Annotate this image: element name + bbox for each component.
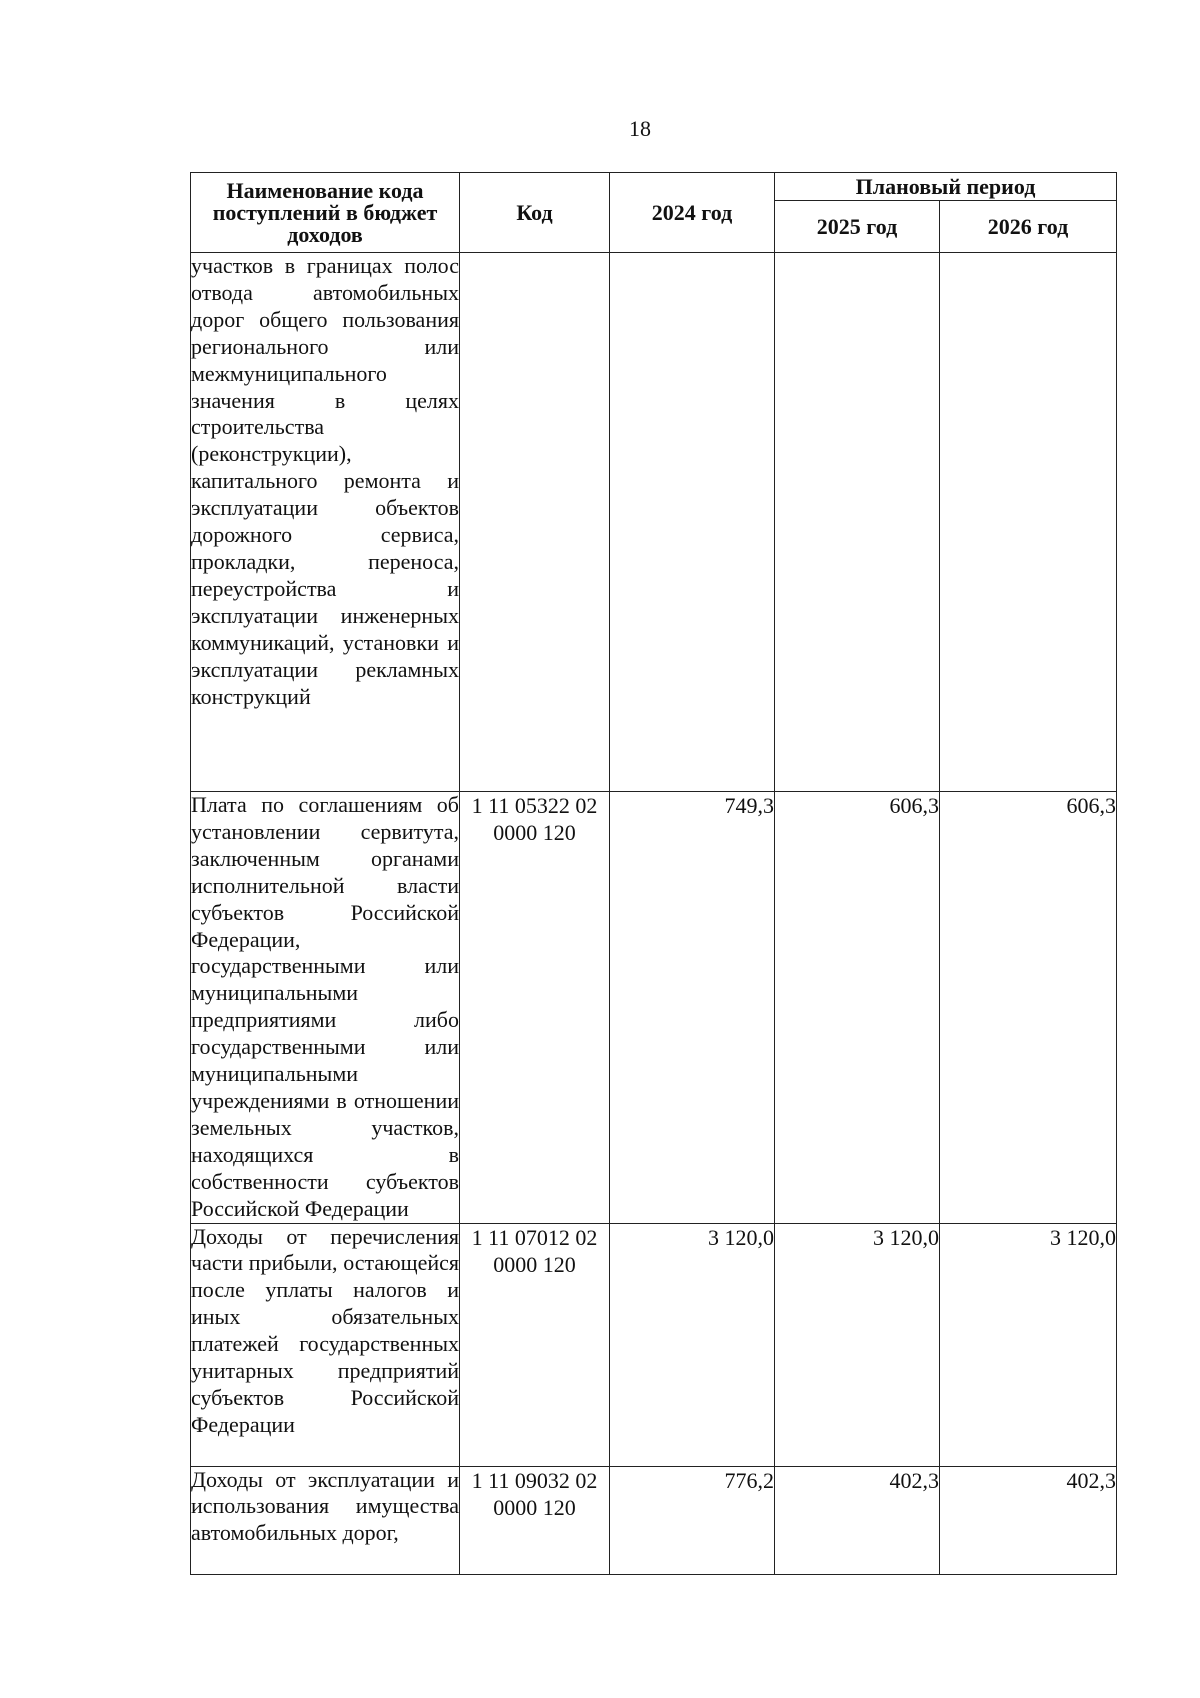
header-planned-period: Плановый период bbox=[775, 173, 1117, 201]
row-name-cell: участков в границах полос отвода автомобильных дорог общего пользования регионального или межмуниципального значения в целях строительства (реконструкции), капитального ремонта и эксплуатации объектов дорожного сервиса, прокладки, переноса, переустройства и эксплуатации инженерных коммуникаций, установки и эксплуатации рекламных конструкций bbox=[191, 253, 460, 792]
row-2025-cell: 3 120,0 bbox=[775, 1223, 940, 1466]
row-2024-cell: 749,3 bbox=[610, 792, 775, 1224]
row-code-cell: 1 11 05322 02 0000 120 bbox=[460, 792, 610, 1224]
row-name-cell: Плата по соглашениям об установлении сервитута, заключенным органами исполнительной власти субъектов Российской Федерации, государственными или муниципальными предприятиями либо государственными или муниципальными учреждениями в отношении земельных участков, находящихся в собственности субъектов Российской Федерации bbox=[191, 792, 460, 1224]
header-2024: 2024 год bbox=[610, 173, 775, 253]
row-2026-cell bbox=[940, 253, 1117, 792]
table-row bbox=[191, 253, 1117, 792]
row-2026-cell: 606,3 bbox=[940, 792, 1117, 1224]
row-code-cell: 1 11 09032 02 0000 120 bbox=[460, 1466, 610, 1574]
row-2026-cell: 402,3 bbox=[940, 1466, 1117, 1574]
row-name-cell: Доходы от перечисления части прибыли, остающейся после уплаты налогов и иных обязательных платежей государственных унитарных предприятий субъектов Российской Федерации bbox=[191, 1223, 460, 1466]
row-2024-cell: 776,2 bbox=[610, 1466, 775, 1574]
header-name: Наименование кода поступлений в бюджет доходов bbox=[191, 173, 460, 253]
table-row bbox=[191, 1223, 1117, 1466]
row-name-cell: Доходы от эксплуатации и использования имущества автомобильных дорог, bbox=[191, 1466, 460, 1574]
table-row bbox=[191, 792, 1117, 1224]
header-code: Код bbox=[460, 173, 610, 253]
row-2024-cell: 3 120,0 bbox=[610, 1223, 775, 1466]
row-2024-cell bbox=[610, 253, 775, 792]
header-2025: 2025 год bbox=[775, 201, 940, 253]
header-2026: 2026 год bbox=[940, 201, 1117, 253]
row-2025-cell: 402,3 bbox=[775, 1466, 940, 1574]
row-2025-cell: 606,3 bbox=[775, 792, 940, 1224]
budget-revenue-table bbox=[190, 172, 1117, 1575]
row-2026-cell: 3 120,0 bbox=[940, 1223, 1117, 1466]
row-2025-cell bbox=[775, 253, 940, 792]
table-row bbox=[191, 1466, 1117, 1574]
row-code-cell: 1 11 07012 02 0000 120 bbox=[460, 1223, 610, 1466]
row-code-cell bbox=[460, 253, 610, 792]
page-number: 18 bbox=[629, 116, 651, 141]
